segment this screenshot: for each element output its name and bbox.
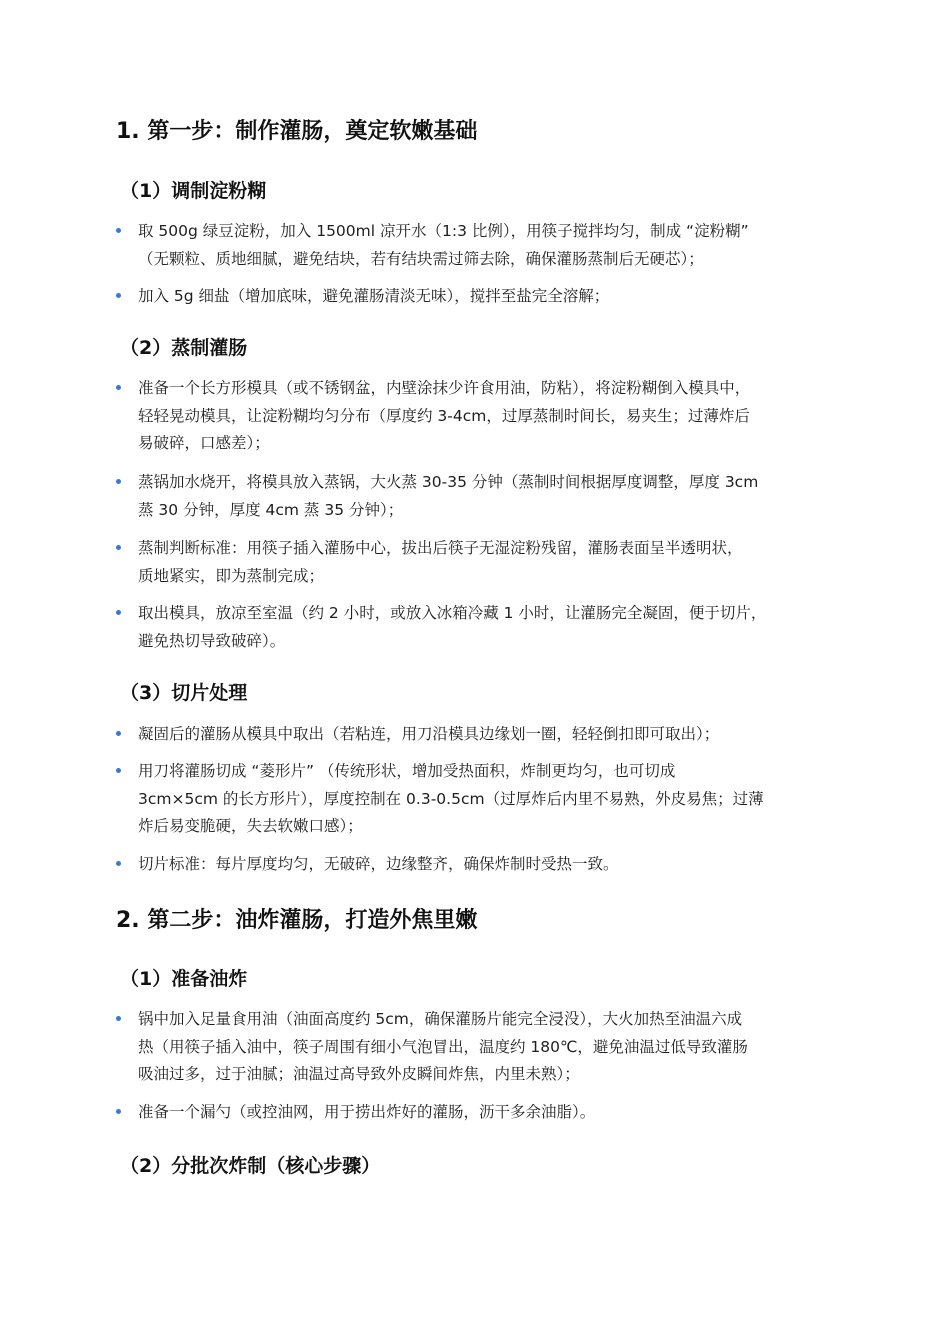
list-item [116, 535, 836, 590]
section-2-title: 2. 第二步：油炸灌肠，打造外焦里嫩 [116, 908, 478, 933]
list-item [116, 283, 836, 311]
list-item [116, 600, 836, 655]
list-item-text: 凝固后的灌肠从模具中取出（若粘连，用刀沿模具边缘划一圈，轻轻倒扣即可取出）； [138, 725, 720, 743]
bullet-dot [116, 228, 121, 233]
subsection-2-2-title: （2）分批次炸制（核心步骤） [120, 1155, 381, 1177]
list-item [116, 1099, 836, 1127]
bullet-dot [116, 1109, 121, 1114]
list-item [116, 851, 836, 879]
list-item-text: 加入 5g 细盐（增加底味，避免灌肠清淡无味），搅拌至盐完全溶解； [138, 287, 610, 305]
subsection-2-1-title: （1）准备油炸 [120, 968, 248, 990]
list-item [116, 758, 836, 841]
list-item [116, 218, 836, 273]
bullet-dot [116, 861, 121, 866]
list-item-text: 准备一个长方形模具（或不锈钢盆，内壁涂抹少许食用油，防粘），将淀粉糊倒入模具中， 轻轻晃动模具，让淀粉糊均匀分布（厚度约 3-4cm，过厚蒸制时间长，易夹生；过薄炸后 易破碎，口感差）； [138, 379, 751, 452]
list-item [116, 1006, 836, 1089]
bullet-dot [116, 385, 121, 390]
bullet-dot [116, 545, 121, 550]
section-1-title: 1. 第一步：制作灌肠，奠定软嫩基础 [116, 119, 478, 144]
list-item-text: 准备一个漏勺（或控油网，用于捞出炸好的灌肠，沥干多余油脂）。 [138, 1103, 596, 1121]
list-item-text: 锅中加入足量食用油（油面高度约 5cm，确保灌肠片能完全浸没），大火加热至油温六成 热（用筷子插入油中，筷子周围有细小气泡冒出，温度约 180℃，避免油温过低导致灌肠 吸油过多，过于油腻；油温过高导致外皮瞬间炸焦，内里未熟）； [138, 1010, 748, 1083]
list-item-text: 蒸制判断标准：用筷子插入灌肠中心，拔出后筷子无湿淀粉残留，灌肠表面呈半透明状， 质地紧实，即为蒸制完成； [138, 539, 743, 585]
bullet-dot [116, 731, 121, 736]
bullet-dot [116, 479, 121, 484]
list-item-text: 切片标准：每片厚度均匀，无破碎，边缘整齐，确保炸制时受热一致。 [138, 855, 619, 873]
bullet-dot [116, 1016, 121, 1021]
list-item [116, 375, 836, 458]
list-item-text: 用刀将灌肠切成 “菱形片” （传统形状，增加受热面积，炸制更均匀，也可切成 3cm×5cm 的长方形片），厚度控制在 0.3-0.5cm（过厚炸后内里不易熟，外皮易焦；过薄 炸后易变脆硬，失去软嫩口感）； [138, 762, 764, 835]
subsection-1-2-title: （2）蒸制灌肠 [120, 337, 248, 359]
list-item-text: 蒸锅加水烧开，将模具放入蒸锅，大火蒸 30-35 分钟（蒸制时间根据厚度调整，厚度 3cm 蒸 30 分钟，厚度 4cm 蒸 35 分钟）； [138, 473, 759, 519]
bullet-dot [116, 610, 121, 615]
bullet-dot [116, 768, 121, 773]
bullet-dot [116, 293, 121, 298]
list-item-text: 取 500g 绿豆淀粉，加入 1500ml 凉开水（1:3 比例），用筷子搅拌均匀，制成 “淀粉糊” （无颗粒、质地细腻，避免结块，若有结块需过筛去除，确保灌肠蒸制后无硬芯）； [138, 222, 749, 268]
list-item [116, 721, 836, 749]
list-item [116, 469, 836, 524]
subsection-1-3-title: （3）切片处理 [120, 682, 248, 704]
subsection-1-1-title: （1）调制淀粉糊 [120, 180, 267, 202]
list-item-text: 取出模具，放凉至室温（约 2 小时，或放入冰箱冷藏 1 小时，让灌肠完全凝固，便于切片， 避免热切导致破碎）。 [138, 604, 767, 650]
